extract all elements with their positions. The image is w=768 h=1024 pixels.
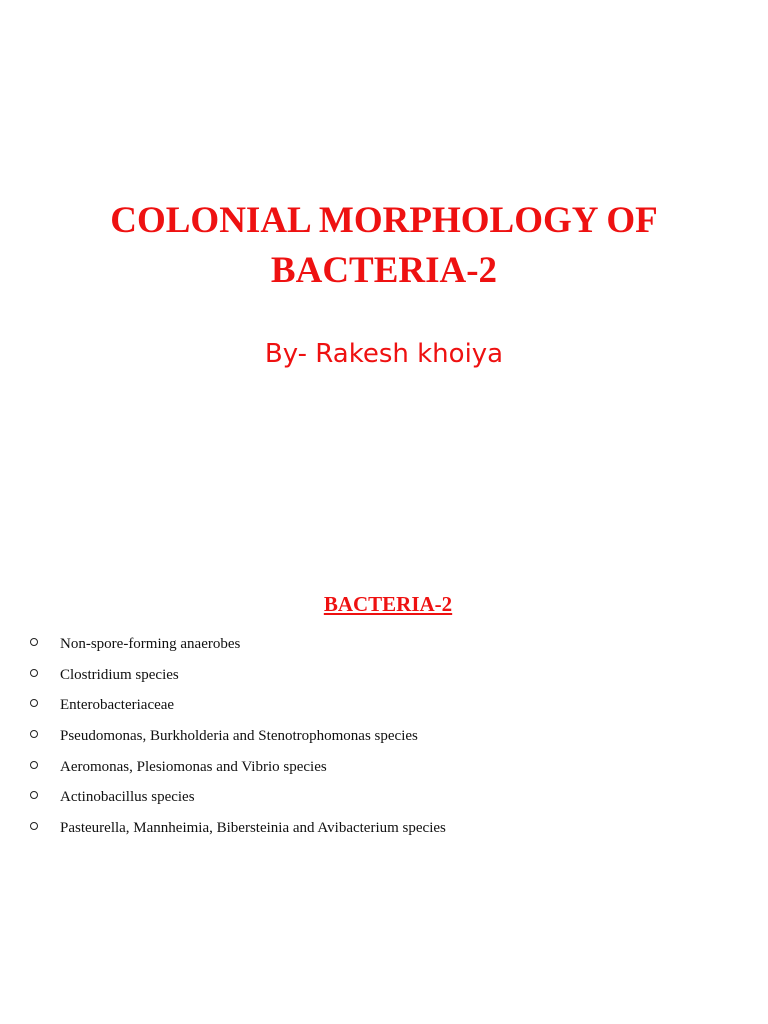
list-item-text: Non-spore-forming anaerobes <box>60 636 241 652</box>
list-item-text: Actinobacillus species <box>60 789 195 806</box>
list-item-text: Pseudomonas, Burkholderia and Stenotrophomonas species <box>60 728 418 745</box>
list-item <box>30 786 730 817</box>
hollow-circle-bullet-icon <box>30 730 38 738</box>
hollow-circle-bullet-icon <box>30 699 38 707</box>
document-title <box>0 196 768 296</box>
hollow-circle-bullet-icon <box>30 791 38 799</box>
hollow-circle-bullet-icon <box>30 638 38 646</box>
list-item <box>30 817 730 848</box>
list-item-text: Aeromonas, Plesiomonas and Vibrio species <box>60 758 327 775</box>
list-item <box>30 633 730 664</box>
list-item <box>30 664 730 695</box>
list-item-text: Enterobacteriaceae <box>60 697 175 714</box>
author-byline: By- Rakesh khoiya <box>264 339 504 369</box>
hollow-circle-bullet-icon <box>30 761 38 769</box>
bacteria-list <box>30 633 730 848</box>
list-item-text: Pasteurella, Mannheimia, Bibersteinia and Avibacterium species <box>60 820 446 837</box>
list-item <box>30 694 730 725</box>
hollow-circle-bullet-icon <box>30 822 38 830</box>
list-item-text: Clostridium species <box>60 666 179 683</box>
title-line-2: BACTERIA-2 <box>270 250 498 291</box>
section-heading: BACTERIA-2 <box>323 592 453 616</box>
title-line-1: COLONIAL MORPHOLOGY OF <box>110 200 658 241</box>
list-item <box>30 725 730 756</box>
hollow-circle-bullet-icon <box>30 669 38 677</box>
list-item <box>30 756 730 787</box>
